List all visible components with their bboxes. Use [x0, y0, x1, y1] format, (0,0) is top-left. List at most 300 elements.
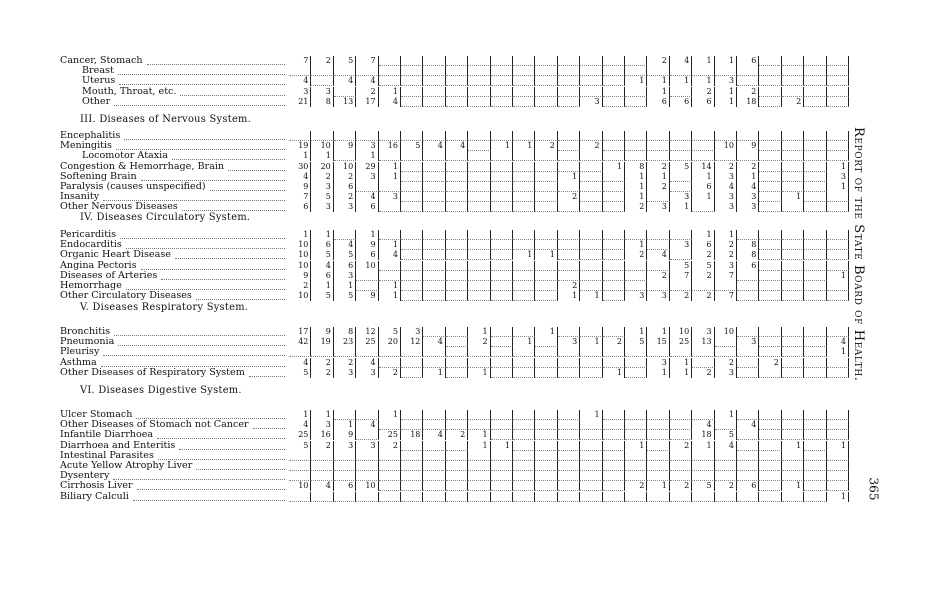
table-cell: 5: [334, 291, 356, 301]
table-cell: 4: [737, 420, 759, 430]
table-cell: [759, 451, 781, 461]
table-cell: 2: [311, 368, 333, 378]
table-cell: [692, 492, 714, 502]
table-cell: [558, 66, 580, 76]
table-cell: [603, 291, 625, 301]
table-cell: [580, 441, 602, 451]
table-cell: [692, 358, 714, 368]
table-cell: [827, 410, 849, 420]
table-cell: 2: [311, 172, 333, 182]
table-cell: [603, 492, 625, 502]
table-cell: [737, 492, 759, 502]
table-cell: [737, 461, 759, 471]
table-cell: 1: [334, 420, 356, 430]
table-cell: [782, 131, 804, 141]
row-label: Intestinal Parasites: [60, 449, 154, 461]
table-cell: 3: [715, 172, 737, 182]
table-cell: [804, 182, 826, 192]
table-cell: [603, 410, 625, 420]
table-cell: [423, 76, 445, 86]
table-cell: 1: [535, 250, 557, 260]
table-cell: 1: [580, 410, 602, 420]
table-cell: [558, 56, 580, 66]
table-cell: 9: [334, 141, 356, 151]
table-cell: 7: [670, 271, 692, 281]
table-cell: 3: [356, 141, 378, 151]
table-cell: [647, 461, 669, 471]
table-cell: [603, 250, 625, 260]
table-cell: [782, 461, 804, 471]
table-cell: [670, 131, 692, 141]
table-cell: [827, 420, 849, 430]
table-cell: [558, 492, 580, 502]
table-cell: [804, 461, 826, 471]
table-cell: [379, 131, 401, 141]
table-cell: [491, 271, 513, 281]
table-cell: [446, 441, 468, 451]
table-cell: 1: [379, 172, 401, 182]
table-cell: 1: [468, 368, 490, 378]
table-cell: 1: [782, 192, 804, 202]
table-cell: [603, 261, 625, 271]
row-label: Cirrhosis Liver: [60, 480, 133, 492]
table-cell: 8: [311, 97, 333, 107]
table-cell: [446, 182, 468, 192]
table-cell: [715, 492, 737, 502]
table-cell: [491, 492, 513, 502]
table-cell: [289, 492, 311, 502]
table-cell: [446, 461, 468, 471]
table-cell: [379, 481, 401, 491]
table-cell: [491, 182, 513, 192]
table-cell: [356, 182, 378, 192]
table-cell: [647, 192, 669, 202]
table-cell: [647, 410, 669, 420]
table-cell: 2: [759, 358, 781, 368]
table-cell: 10: [356, 481, 378, 491]
table-cell: [603, 56, 625, 66]
table-cell: [446, 481, 468, 491]
table-cell: [468, 347, 490, 357]
table-cell: [558, 471, 580, 481]
table-cell: 6: [334, 481, 356, 491]
table-cell: 3: [647, 291, 669, 301]
table-cell: [737, 368, 759, 378]
table-cell: [715, 281, 737, 291]
table-cell: 6: [737, 261, 759, 271]
table-cell: [379, 471, 401, 481]
table-cell: 1: [491, 141, 513, 151]
table-cell: [603, 182, 625, 192]
table-cell: [423, 420, 445, 430]
table-cell: 5: [625, 337, 647, 347]
table-cell: [535, 66, 557, 76]
table-cell: 1: [692, 230, 714, 240]
table-cell: [535, 56, 557, 66]
table-cell: [468, 76, 490, 86]
table-cell: [513, 441, 535, 451]
table-cell: [715, 131, 737, 141]
dot-leader: [196, 289, 285, 300]
table-cell: 1: [692, 441, 714, 451]
table-cell: [580, 87, 602, 97]
table-row: [0, 151, 845, 161]
table-cell: [782, 141, 804, 151]
table-cell: 3: [670, 240, 692, 250]
table-cell: 1: [715, 87, 737, 97]
table-cell: [603, 87, 625, 97]
table-cell: 18: [401, 430, 423, 440]
row-label: Biliary Calculi: [60, 490, 129, 502]
table-cell: 3: [334, 271, 356, 281]
table-cell: [670, 141, 692, 151]
row-label: Other Nervous Diseases: [60, 201, 178, 213]
table-cell: [558, 347, 580, 357]
table-cell: [692, 151, 714, 161]
table-cell: 6: [334, 182, 356, 192]
table-cell: 10: [289, 240, 311, 250]
table-cell: 4: [289, 420, 311, 430]
table-cell: [446, 131, 468, 141]
table-cell: 1: [647, 87, 669, 97]
table-cell: [356, 461, 378, 471]
table-cell: 2: [558, 192, 580, 202]
table-cell: [759, 87, 781, 97]
table-cell: [759, 271, 781, 281]
table-cell: [670, 471, 692, 481]
table-cell: 6: [311, 240, 333, 250]
table-cell: [827, 368, 849, 378]
table-cell: [491, 461, 513, 471]
table-cell: 1: [647, 368, 669, 378]
table-cell: 2: [737, 162, 759, 172]
table-cell: 3: [334, 202, 356, 212]
table-cell: [580, 230, 602, 240]
table-cell: 8: [625, 162, 647, 172]
table-cell: 1: [311, 151, 333, 161]
table-cell: 1: [827, 182, 849, 192]
table-cell: [580, 250, 602, 260]
table-cell: 13: [692, 337, 714, 347]
table-cell: 1: [423, 368, 445, 378]
table-cell: [558, 97, 580, 107]
running-head: [851, 127, 882, 447]
table-cell: 9: [289, 271, 311, 281]
table-cell: 42: [289, 337, 311, 347]
table-cell: [513, 451, 535, 461]
table-cell: [647, 441, 669, 451]
table-cell: [647, 66, 669, 76]
table-cell: [513, 430, 535, 440]
table-cell: 5: [715, 430, 737, 440]
table-cell: [558, 368, 580, 378]
table-cell: [379, 66, 401, 76]
table-cell: [759, 230, 781, 240]
table-cell: [804, 271, 826, 281]
table-cell: [625, 347, 647, 357]
table-cell: [692, 471, 714, 481]
row-label: Cancer, Stomach: [60, 55, 143, 66]
table-cell: 9: [289, 182, 311, 192]
table-cell: 1: [737, 172, 759, 182]
table-cell: 4: [356, 358, 378, 368]
table-cell: [558, 87, 580, 97]
table-cell: [356, 66, 378, 76]
row-label: Asthma: [60, 356, 97, 368]
table-cell: 2: [379, 368, 401, 378]
table-cell: [647, 151, 669, 161]
table-cell: [423, 358, 445, 368]
table-cell: [737, 76, 759, 86]
table-cell: [491, 451, 513, 461]
table-cell: 2: [446, 430, 468, 440]
row-label: Uterus: [82, 75, 116, 87]
table-cell: [289, 471, 311, 481]
table-cell: [468, 250, 490, 260]
table-cell: [289, 347, 311, 357]
table-cell: [401, 66, 423, 76]
table-cell: 2: [737, 87, 759, 97]
table-cell: [827, 358, 849, 368]
table-cell: [334, 451, 356, 461]
table-cell: 1: [468, 441, 490, 451]
table-cell: 1: [558, 172, 580, 182]
row-label: Other Circulatory Diseases: [60, 290, 192, 302]
table-cell: [737, 131, 759, 141]
table-cell: 2: [715, 240, 737, 250]
table-cell: 1: [647, 327, 669, 337]
table-cell: [782, 162, 804, 172]
table-cell: [759, 240, 781, 250]
table-cell: [401, 261, 423, 271]
table-cell: 17: [356, 97, 378, 107]
table-cell: [423, 151, 445, 161]
table-cell: [580, 172, 602, 182]
table-cell: [491, 240, 513, 250]
table-cell: 19: [311, 337, 333, 347]
table-cell: [804, 240, 826, 250]
table-cell: 1: [311, 230, 333, 240]
table-cell: 2: [625, 481, 647, 491]
table-cell: [715, 151, 737, 161]
table-cell: [782, 347, 804, 357]
table-cell: [513, 162, 535, 172]
table-cell: [737, 410, 759, 420]
table-cell: 3: [356, 368, 378, 378]
running-head-text: Report of the State Board of Health.: [851, 127, 866, 382]
table-cell: [491, 97, 513, 107]
table-cell: [446, 230, 468, 240]
table-cell: [580, 66, 602, 76]
table-cell: [804, 430, 826, 440]
table-cell: [446, 327, 468, 337]
table-cell: 3: [625, 291, 647, 301]
table-cell: [468, 281, 490, 291]
table-cell: 3: [737, 337, 759, 347]
table-cell: 20: [379, 337, 401, 347]
table-cell: [513, 240, 535, 250]
table-cell: [446, 240, 468, 250]
dot-leader: [133, 490, 285, 501]
table-cell: 5: [334, 250, 356, 260]
table-cell: [423, 172, 445, 182]
table-cell: 1: [379, 291, 401, 301]
table-cell: [468, 202, 490, 212]
table-cell: [423, 250, 445, 260]
table-cell: [289, 66, 311, 76]
table-cell: [804, 230, 826, 240]
table-cell: [446, 471, 468, 481]
table-cell: [535, 281, 557, 291]
table-cell: [491, 162, 513, 172]
table-cell: [804, 410, 826, 420]
table-cell: [468, 492, 490, 502]
table-cell: [446, 97, 468, 107]
table-cell: 1: [625, 327, 647, 337]
table-cell: 1: [782, 441, 804, 451]
table-cell: [782, 420, 804, 430]
table-cell: [401, 471, 423, 481]
table-cell: [535, 420, 557, 430]
table-cell: [446, 56, 468, 66]
table-row: [0, 492, 845, 502]
table-cell: 2: [334, 358, 356, 368]
table-cell: 6: [737, 481, 759, 491]
table-cell: 2: [289, 281, 311, 291]
table-cell: [401, 347, 423, 357]
table-cell: [468, 471, 490, 481]
table-cell: 2: [715, 481, 737, 491]
table-cell: [647, 281, 669, 291]
table-cell: 1: [715, 97, 737, 107]
table-cell: [513, 192, 535, 202]
table-cell: 2: [670, 291, 692, 301]
table-cell: [423, 261, 445, 271]
row-label: Other Diseases of Respiratory System: [60, 366, 245, 378]
table-cell: [401, 182, 423, 192]
table-cell: [759, 420, 781, 430]
table-cell: [468, 240, 490, 250]
table-cell: [692, 461, 714, 471]
table-cell: 1: [692, 172, 714, 182]
table-row: [0, 481, 845, 491]
table-cell: [759, 327, 781, 337]
table-cell: [715, 66, 737, 76]
table-cell: [782, 291, 804, 301]
table-cell: 12: [401, 337, 423, 347]
table-cell: [334, 410, 356, 420]
table-cell: [625, 131, 647, 141]
table-cell: [535, 347, 557, 357]
table-cell: [580, 271, 602, 281]
table-cell: [827, 461, 849, 471]
table-cell: [603, 66, 625, 76]
table-cell: [782, 172, 804, 182]
table-cell: [625, 281, 647, 291]
table-cell: [625, 461, 647, 471]
table-cell: 4: [423, 141, 445, 151]
table-cell: [491, 430, 513, 440]
table-cell: 2: [692, 250, 714, 260]
table-cell: [737, 358, 759, 368]
table-cell: 1: [827, 162, 849, 172]
table-cell: [558, 358, 580, 368]
table-cell: [289, 451, 311, 461]
table-cell: 1: [580, 291, 602, 301]
table-cell: 3: [670, 192, 692, 202]
table-cell: [603, 481, 625, 491]
table-cell: 10: [289, 261, 311, 271]
table-cell: [558, 481, 580, 491]
table-cell: [580, 492, 602, 502]
table-cell: [558, 410, 580, 420]
table-cell: 4: [289, 76, 311, 86]
table-cell: [647, 240, 669, 250]
table-cell: [513, 410, 535, 420]
table-cell: [401, 492, 423, 502]
row-label: Bronchitis: [60, 326, 111, 337]
table-cell: 4: [423, 337, 445, 347]
table-cell: [603, 430, 625, 440]
table-cell: 3: [715, 76, 737, 86]
table-cell: [468, 481, 490, 491]
table-cell: [423, 291, 445, 301]
table-cell: [491, 347, 513, 357]
table-cell: [603, 230, 625, 240]
table-cell: [759, 66, 781, 76]
table-cell: [401, 240, 423, 250]
table-cell: 10: [289, 291, 311, 301]
table-cell: [580, 76, 602, 86]
table-cell: [804, 281, 826, 291]
row-label: Congestion & Hemorrhage, Brain: [60, 160, 225, 172]
table-cell: [535, 430, 557, 440]
table-cell: 3: [311, 202, 333, 212]
table-cell: [401, 420, 423, 430]
table-cell: [446, 261, 468, 271]
table-cell: [401, 162, 423, 172]
table-cell: [379, 358, 401, 368]
table-cell: [625, 430, 647, 440]
table-cell: [491, 202, 513, 212]
table-cell: [401, 271, 423, 281]
table-cell: [513, 230, 535, 240]
table-cell: [580, 358, 602, 368]
table-cell: [580, 182, 602, 192]
table-cell: [535, 97, 557, 107]
table-cell: 10: [334, 162, 356, 172]
table-cell: [513, 492, 535, 502]
table-cell: [535, 76, 557, 86]
table-cell: [401, 410, 423, 420]
table-cell: [782, 182, 804, 192]
table-cell: 23: [334, 337, 356, 347]
table-cell: 4: [647, 250, 669, 260]
table-cell: [401, 441, 423, 451]
table-cell: [535, 291, 557, 301]
table-cell: [468, 410, 490, 420]
dot-leader: [182, 200, 285, 211]
row-label: Other: [82, 95, 111, 107]
table-cell: 2: [647, 182, 669, 192]
table-cell: [468, 172, 490, 182]
table-cell: 29: [356, 162, 378, 172]
table-cell: [513, 131, 535, 141]
row-label: Breast: [82, 65, 114, 77]
table-cell: 1: [334, 281, 356, 291]
table-cell: 2: [692, 291, 714, 301]
table-cell: 1: [580, 337, 602, 347]
